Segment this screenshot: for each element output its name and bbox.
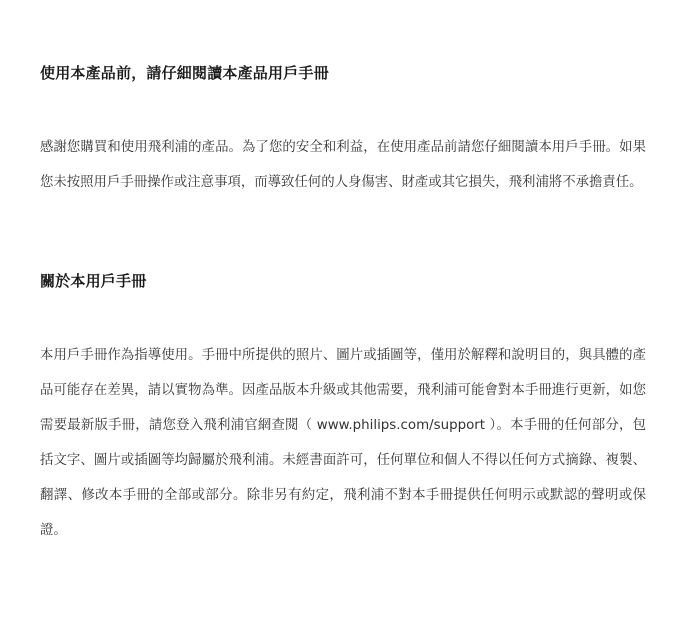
heading-about-manual: 關於本用戶手冊 xyxy=(40,272,147,290)
paragraph-about-manual: 本用戶手冊作為指導使用。手冊中所提供的照片、圖片或插圖等，僅用於解釋和說明目的，與具體的產品可能存在差異，請以實物為準。因產品版本升級或其他需要，飛利浦可能會對本手冊進行更新，如您需要最新版手冊，請您登入飛利浦官網查閱（ www.philips.com/support ）。本手冊的任何部分，包括文字、圖片或插圖等均歸屬於飛利浦。未經書面許可，任何單位和個人不得以任何方式摘錄、複製、翻譯、修改本手冊的全部或部分。除非另有約定，飛利浦不對本手冊提供任何明示或默認的聲明或保證。 xyxy=(40,348,646,538)
heading-read-before-use: 使用本產品前，請仔細閱讀本產品用戶手冊 xyxy=(40,64,329,82)
paragraph-thanks-and-safety: 感謝您購買和使用飛利浦的產品。為了您的安全和利益，在使用產品前請您仔細閱讀本用戶手冊。如果您未按照用戶手冊操作或注意事項，而導致任何的人身傷害、財產或其它損失，飛利浦將不承擔責任。 xyxy=(40,140,646,190)
